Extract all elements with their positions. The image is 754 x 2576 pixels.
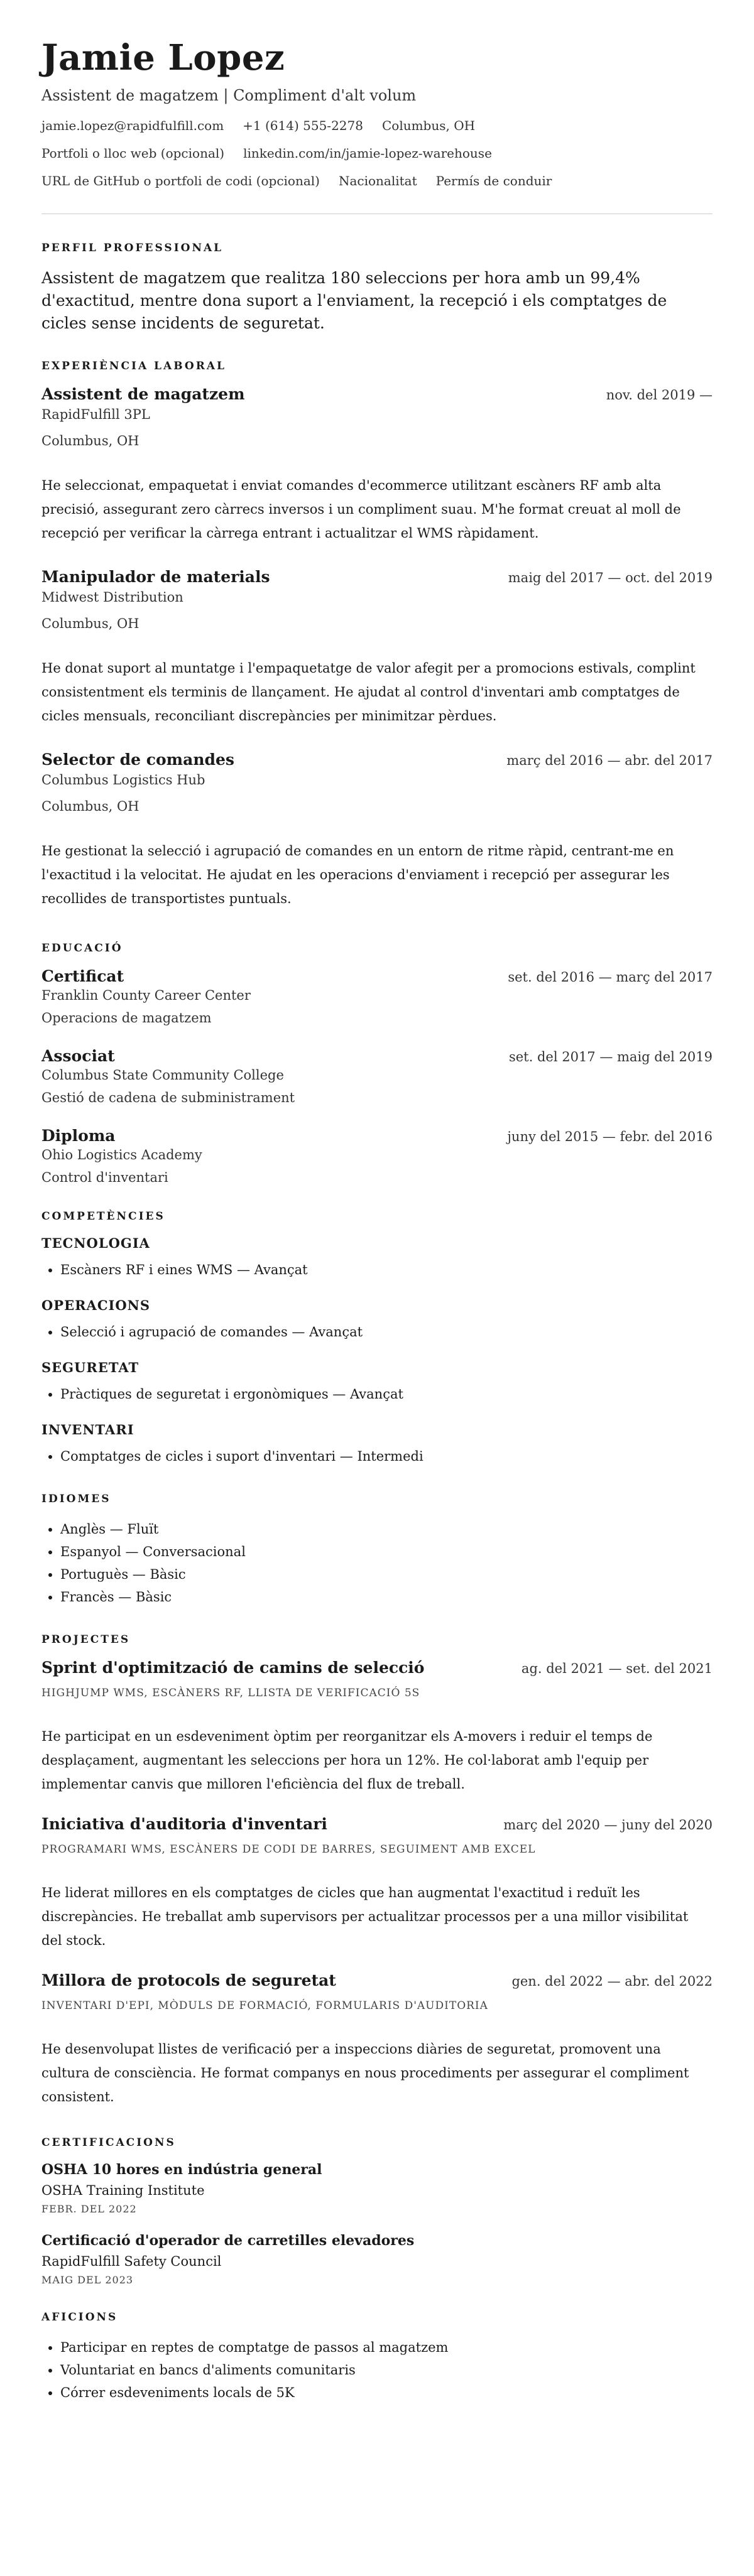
skill-item: • Pràctiques de seguretat i ergonòmiques — Avançat: [60, 1383, 713, 1405]
language-item: • Espanyol — Conversacional: [60, 1540, 713, 1563]
degree: Diploma: [41, 1126, 116, 1145]
degree: Certificat: [41, 966, 124, 985]
project-tech: HIGHJUMP WMS, ESCÀNERS RF, LLISTA DE VERIFICACIÓ 5S: [41, 1686, 420, 1699]
job-role: Assistent de magatzem: [41, 384, 245, 403]
job-location: Columbus, OH: [41, 615, 139, 631]
school: Columbus State Community College: [41, 1067, 284, 1083]
job-company: Columbus Logistics Hub: [41, 772, 205, 787]
skill-group-items: [41, 1445, 713, 1468]
skill-group-title: SEGURETAT: [41, 1359, 139, 1375]
certification-issuer: OSHA Training Institute: [41, 2182, 205, 2198]
phone-number[interactable]: +1 (614) 555-2278: [243, 117, 363, 133]
skill-item: • Comptatges de cicles i suport d'inventari — Intermedi: [60, 1445, 713, 1468]
hobby-item: • Córrer esdeveniments locals de 5K: [60, 2381, 713, 2404]
project-tech: PROGRAMARI WMS, ESCÀNERS DE CODI DE BARRES, SEGUIMENT AMB EXCEL: [41, 1843, 536, 1856]
certification-date: FEBR. DEL 2022: [41, 2202, 137, 2215]
certification-item: [41, 2232, 713, 2286]
job-location: Columbus, OH: [41, 433, 139, 448]
skill-item: • Selecció i agrupació de comandes — Avançat: [60, 1321, 713, 1343]
field-of-study: Operacions de magatzem: [41, 1010, 212, 1026]
education-dates: juny del 2015 — febr. del 2016: [507, 1128, 713, 1144]
extra-info-row: [41, 173, 713, 188]
school: Ohio Logistics Academy: [41, 1147, 202, 1162]
experience-title: EXPERIÈNCIA LABORAL: [41, 359, 226, 372]
field-of-study: Gestió de cadena de subministrament: [41, 1090, 295, 1105]
education-item: [41, 1127, 713, 1185]
projects-list: [41, 1659, 713, 2109]
project-tech: INVENTARI D'EPI, MÒDULS DE FORMACIÓ, FORMULARIS D'AUDITORIA: [41, 1999, 488, 2012]
education-title: EDUCACIÓ: [41, 941, 123, 955]
school: Franklin County Career Center: [41, 987, 251, 1003]
skill-group-items: [41, 1383, 713, 1405]
skill-group-title: INVENTARI: [41, 1421, 134, 1437]
project-dates: març del 2020 — juny del 2020: [503, 1817, 713, 1832]
job-description: He seleccionat, empaquetat i enviat comandes d'ecommerce utilitzant escàners RF amb alta precisió, assegurant zero càrrecs inversos i un compliment suau. M'he format creuat al moll de recepció per verificar la càrrega entrant i actualitzar el WMS ràpidament.: [41, 477, 681, 541]
language-item: • Portuguès — Bàsic: [60, 1563, 713, 1586]
project-description: He liderat millores en els comptatges de cicles que han augmentat l'exactitud i reduït les discrepàncies. He treballat amb supervisors per actualitzar processos per a una millor visibilitat del stock.: [41, 1885, 689, 1948]
project-name: Iniciativa d'auditoria d'inventari: [41, 1814, 327, 1833]
portfolio-link[interactable]: Portfoli o lloc web (opcional): [41, 145, 225, 161]
experience-item: [41, 750, 713, 911]
hobbies-bullets: [41, 2336, 713, 2404]
degree: Associat: [41, 1046, 115, 1065]
contact-row: [41, 118, 713, 133]
skill-item: • Escàners RF i eines WMS — Avançat: [60, 1258, 713, 1281]
education-list: [41, 967, 713, 1185]
certification-name: Certificació d'operador de carretilles elevadores: [41, 2232, 415, 2249]
job-location: Columbus, OH: [41, 798, 139, 814]
hobbies-list: [41, 2336, 713, 2404]
location: Columbus, OH: [381, 117, 476, 133]
project-name: Millora de protocols de seguretat: [41, 1971, 336, 1989]
certifications-list: [41, 2162, 713, 2286]
hobby-item: • Participar en reptes de comptatge de passos al magatzem: [60, 2336, 713, 2359]
email-link[interactable]: jamie.lopez@rapidfulfill.com: [41, 117, 224, 133]
experience-item: [41, 568, 713, 728]
job-description: He donat suport al muntatge i l'empaquetatge de valor afegit per a promocions estivals, complint consistentment els terminis de llançament. He ajudat al control d'inventari amb comptatges de cicles mensuals, reconciliant discrepàncies per minimitzar pèrdues.: [41, 660, 696, 723]
education-item: [41, 967, 713, 1026]
project-name: Sprint d'optimització de camins de selecció: [41, 1658, 425, 1677]
github-link[interactable]: URL de GitHub o portfoli de codi (opcional): [41, 173, 320, 188]
summary-text: Assistent de magatzem que realitza 180 seleccions per hora amb un 99,4% d'exactitud, mentre dona suport a l'enviament, la recepció i els comptatges de cicles sense incidents de seguretat.: [41, 268, 667, 332]
hobby-item: • Voluntariat en bancs d'aliments comunitaris: [60, 2359, 713, 2381]
skill-group-items: [41, 1321, 713, 1343]
project-item: [41, 1815, 713, 1952]
projects-title: PROJECTES: [41, 1633, 131, 1646]
certification-item: [41, 2162, 713, 2215]
certification-date: MAIG DEL 2023: [41, 2273, 134, 2286]
education-item: [41, 1047, 713, 1105]
language-item: • Anglès — Fluït: [60, 1518, 713, 1540]
project-dates: ag. del 2021 — set. del 2021: [521, 1660, 713, 1676]
skills-list: [41, 1235, 713, 1468]
project-description: He desenvolupat llistes de verificació per a inspeccions diàries de seguretat, promovent una cultura de consciència. He format companys en nous procediments per assegurar el compliment consistent.: [41, 2041, 689, 2104]
hobbies-title: AFICIONS: [41, 2310, 118, 2324]
project-item: [41, 1971, 713, 2109]
candidate-name: Jamie Lopez: [41, 37, 285, 78]
job-role: Manipulador de materials: [41, 567, 270, 586]
education-dates: set. del 2017 — maig del 2019: [508, 1049, 713, 1064]
experience-list: [41, 385, 713, 911]
nationality: Nacionalitat: [338, 173, 417, 188]
job-dates: març del 2016 — abr. del 2017: [506, 752, 713, 768]
job-description: He gestionat la selecció i agrupació de comandes en un entorn de ritme ràpid, centrant-me en l'exactitud i la velocitat. He ajudat en les operacions d'enviament i recepció per assegurar les recollides de transportistes puntuals.: [41, 843, 674, 906]
languages-title: IDIOMES: [41, 1492, 111, 1505]
job-role: Selector de comandes: [41, 750, 234, 769]
job-company: Midwest Distribution: [41, 589, 183, 605]
driving-license: Permís de conduir: [435, 173, 552, 188]
skill-group-items: [41, 1258, 713, 1281]
certification-issuer: RapidFulfill Safety Council: [41, 2253, 222, 2269]
job-company: RapidFulfill 3PL: [41, 406, 150, 422]
certifications-title: CERTIFICACIONS: [41, 2136, 176, 2149]
skill-group-title: TECNOLOGIA: [41, 1235, 150, 1251]
certification-name: OSHA 10 hores en indústria general: [41, 2161, 322, 2178]
links-row: [41, 146, 713, 161]
education-dates: set. del 2016 — març del 2017: [508, 969, 713, 985]
experience-item: [41, 385, 713, 545]
job-dates: maig del 2017 — oct. del 2019: [508, 570, 713, 585]
project-dates: gen. del 2022 — abr. del 2022: [511, 1973, 713, 1989]
field-of-study: Control d'inventari: [41, 1169, 168, 1185]
project-item: [41, 1659, 713, 1796]
languages-bullets: [41, 1518, 713, 1608]
skills-title: COMPETÈNCIES: [41, 1210, 165, 1223]
headline: Assistent de magatzem | Compliment d'alt volum: [41, 86, 417, 104]
job-dates: nov. del 2019 —: [606, 387, 713, 403]
languages-list: [41, 1518, 713, 1608]
linkedin-link[interactable]: linkedin.com/in/jamie-lopez-warehouse: [243, 145, 492, 161]
summary-title: PERFIL PROFESSIONAL: [41, 241, 224, 254]
project-description: He participat en un esdeveniment òptim per reorganitzar els A-movers i reduir el temps de desplaçament, augmentant les seleccions per hora un 12%. He col·laborat amb l'equip per implementar canvis que milloren l'eficiència del flux de treball.: [41, 1728, 653, 1792]
language-item: • Francès — Bàsic: [60, 1586, 713, 1608]
skill-group-title: OPERACIONS: [41, 1297, 151, 1313]
